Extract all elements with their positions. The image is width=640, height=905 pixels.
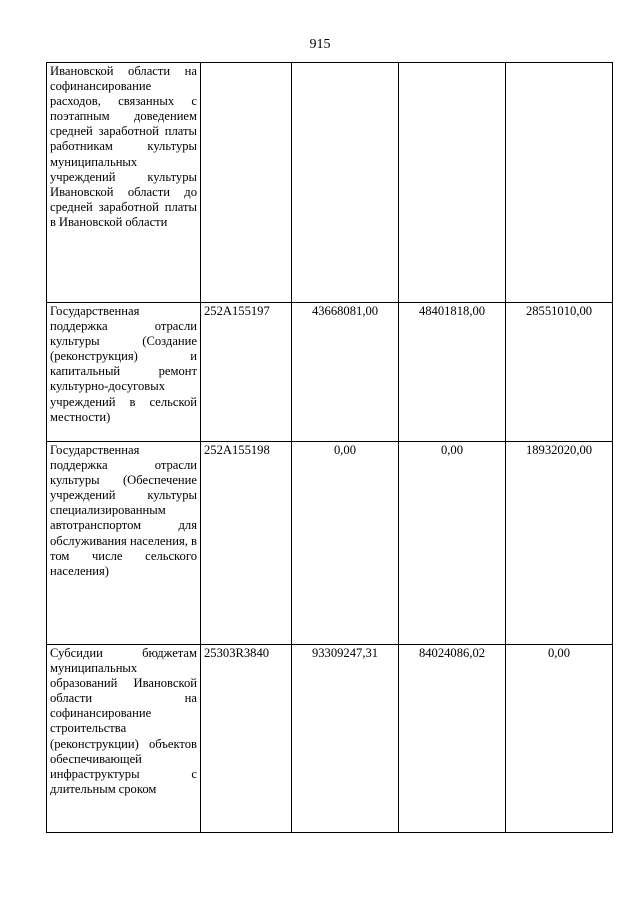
row-value-2-cell: 48401818,00 xyxy=(399,303,506,442)
row-name-cell: Субсидии бюджетам муниципальных образований Ивановской области на софинансирование строительства (реконструкции) объектов обеспечивающей инфраструктуры с длительным сроком xyxy=(47,645,201,833)
table-row xyxy=(47,303,613,442)
row-value-1-cell: 43668081,00 xyxy=(292,303,399,442)
row-value-1-cell: 0,00 xyxy=(292,442,399,645)
budget-table xyxy=(46,62,613,833)
row-value-3-cell: 0,00 xyxy=(506,645,613,833)
row-value-3-cell: 18932020,00 xyxy=(506,442,613,645)
row-code-cell: 252A155198 xyxy=(201,442,292,645)
row-value-3-cell: 28551010,00 xyxy=(506,303,613,442)
page-number: 915 xyxy=(309,37,331,52)
table-row xyxy=(47,442,613,645)
row-name-cell: Государственная поддержка отрасли культуры (Обеспечение учреждений культуры специализированным автотранспортом для обслуживания населения, в том числе сельского населения) xyxy=(47,442,201,645)
table-row xyxy=(47,645,613,833)
row-value-2-cell: 84024086,02 xyxy=(399,645,506,833)
row-value-1-cell: 93309247,31 xyxy=(292,645,399,833)
row-code-cell: 252A155197 xyxy=(201,303,292,442)
row-name-cell: Государственная поддержка отрасли культуры (Создание (реконструкция) и капитальный ремонт культурно-досуговых учреждений в сельской местности) xyxy=(47,303,201,442)
row-value-2-cell xyxy=(399,63,506,303)
row-name-cell: Ивановской области на софинансирование расходов, связанных с поэтапным доведением средней заработной платы работникам культуры муниципальных учреждений культуры Ивановской области до средней заработной платы в Ивановской области xyxy=(47,63,201,303)
table-row xyxy=(47,63,613,303)
row-value-1-cell xyxy=(292,63,399,303)
row-value-2-cell: 0,00 xyxy=(399,442,506,645)
row-code-cell: 25303R3840 xyxy=(201,645,292,833)
row-value-3-cell xyxy=(506,63,613,303)
row-code-cell xyxy=(201,63,292,303)
